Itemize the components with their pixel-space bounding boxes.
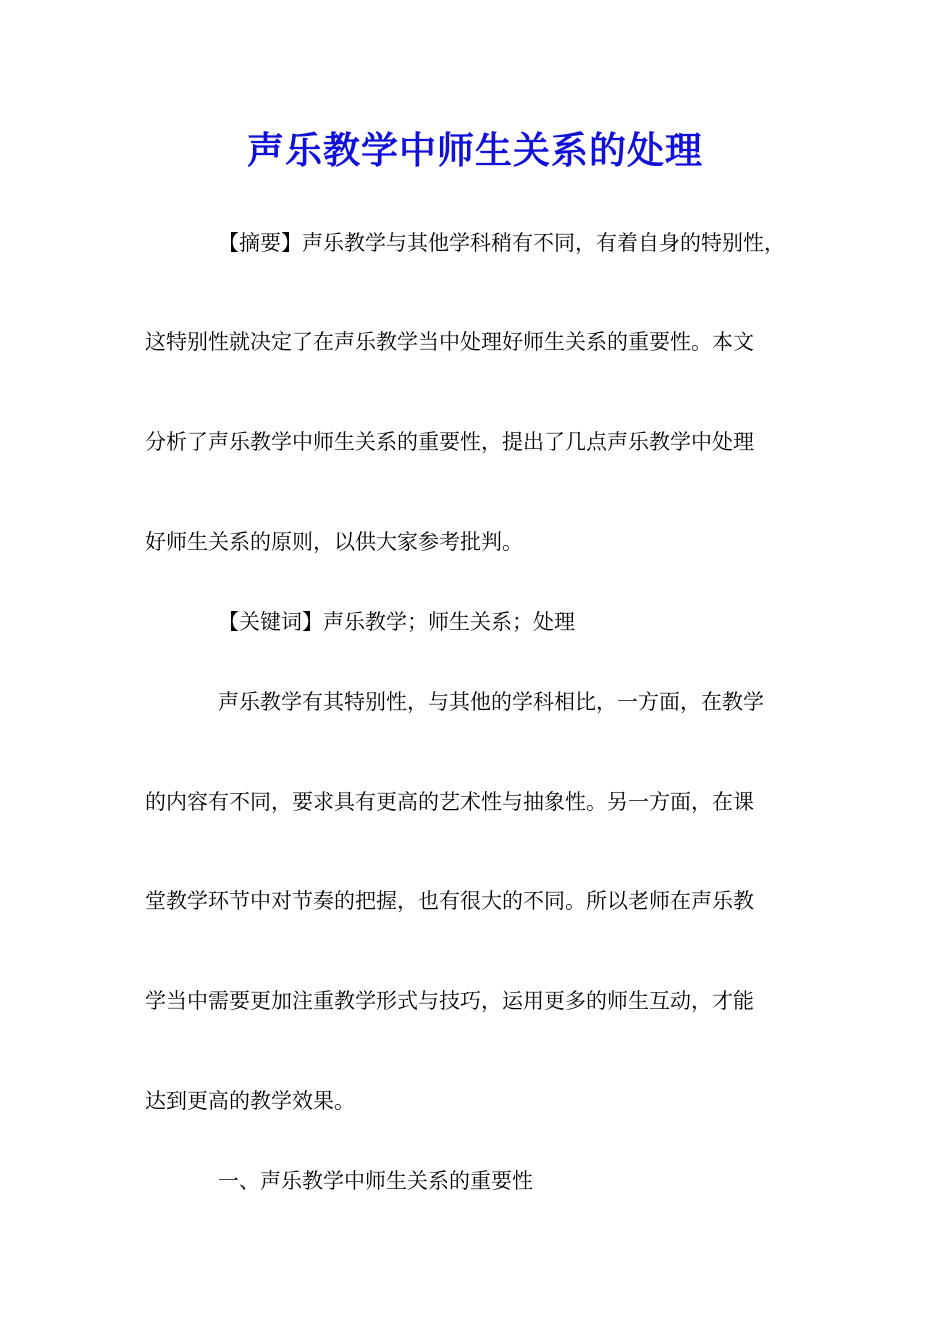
body-line-4: 学当中需要更加注重教学形式与技巧，运用更多的师生互动，才能	[145, 989, 754, 1013]
document-title: 声乐教学中师生关系的处理	[247, 128, 703, 172]
abstract-line-1: 【摘要】声乐教学与其他学科稍有不同，有着自身的特别性，	[218, 231, 785, 255]
section-heading: 一、声乐教学中师生关系的重要性	[218, 1169, 533, 1193]
body-line-3: 堂教学环节中对节奏的把握，也有很大的不同。所以老师在声乐教	[145, 889, 754, 913]
body-line-1: 声乐教学有其特别性，与其他的学科相比，一方面，在教学	[218, 690, 764, 714]
body-line-2: 的内容有不同，要求具有更高的艺术性与抽象性。另一方面，在课	[145, 790, 754, 814]
abstract-line-3: 分析了声乐教学中师生关系的重要性，提出了几点声乐教学中处理	[145, 430, 754, 454]
abstract-line-4: 好师生关系的原则，以供大家参考批判。	[145, 530, 523, 554]
body-line-5: 达到更高的教学效果。	[145, 1089, 355, 1113]
keywords-line: 【关键词】声乐教学；师生关系；处理	[218, 610, 575, 634]
abstract-line-2: 这特别性就决定了在声乐教学当中处理好师生关系的重要性。本文	[145, 330, 754, 354]
